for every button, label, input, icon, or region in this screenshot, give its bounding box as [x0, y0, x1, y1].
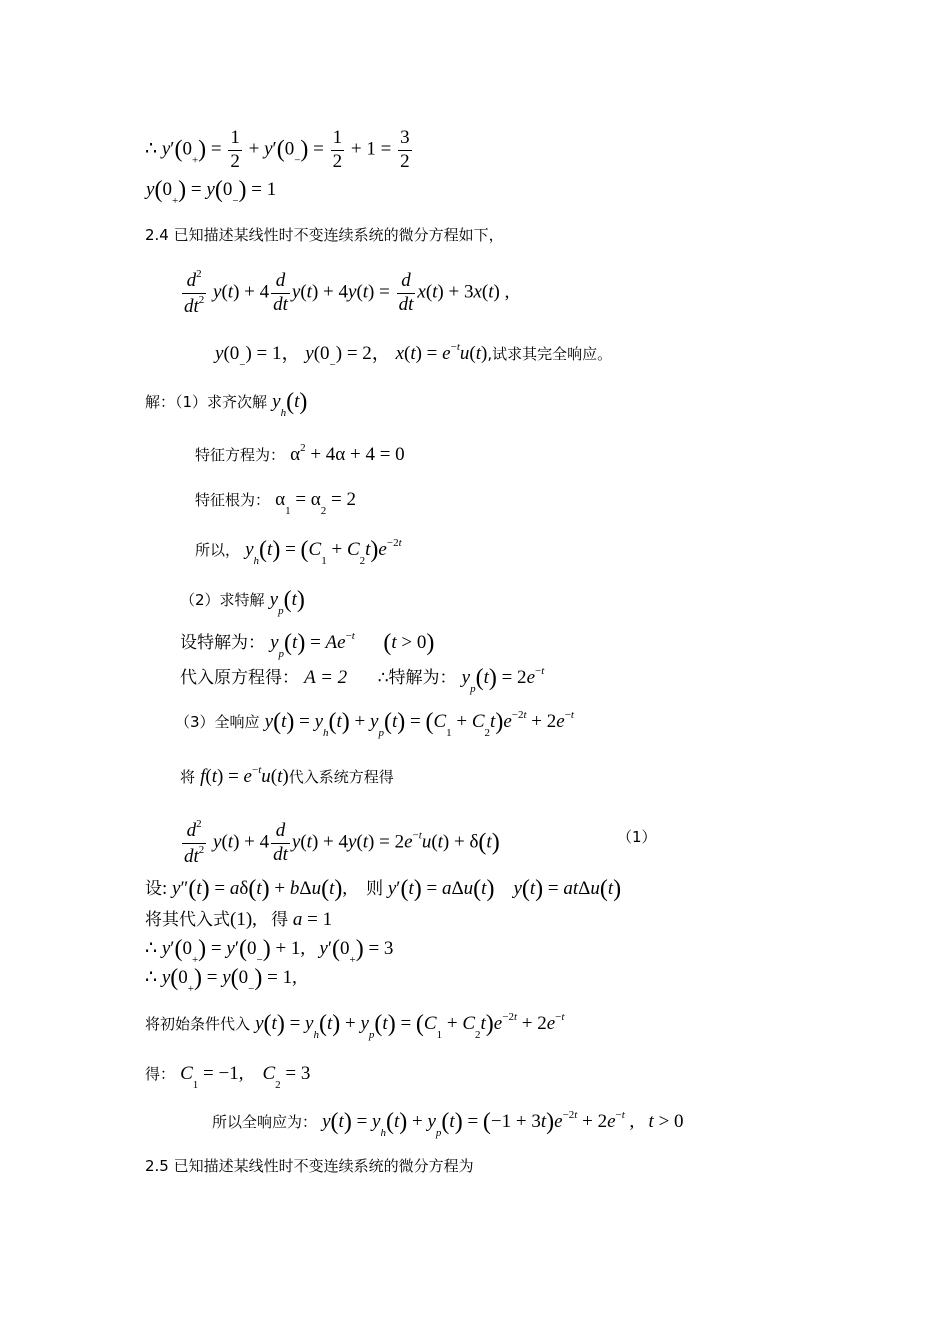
characteristic-roots: 特征根为： $\alpha_1 = \alpha_2 = 2$ — [195, 489, 356, 517]
solution-step1: 解：（1）求齐次解 $y_h(t)$ — [145, 389, 308, 419]
initial-conditions: $y(0_-) = 1$， $y(0_-) = 2$， $x(t) = e^{-t}u(t)$,试求其完全响应。 — [215, 341, 613, 371]
equation-1: $\frac{d^2}{dt^2}$ y(t) + 4 $\frac{d}{dt}$ $y(t) + 4y(t) = 2e^{-t}u(t) + \delta(t)$ — [184, 818, 500, 867]
problem-2-5-heading: 2.5 已知描述某线性时不变连续系统的微分方程为 — [145, 1157, 474, 1175]
plug-input: 将 $f(t) = e^{-t}u(t)$代入系统方程得 — [180, 764, 394, 787]
into-equation: 将其代入式(1), 得 a = 1 — [145, 909, 333, 930]
yprime-jump: ∴ $y'(0_+) = y'(0_-) + 1$, $y'(0_+) = 3$ — [145, 936, 394, 966]
substitute-result: 代入原方程得： A = 2 ∴特解为： $y_p(t) = 2e^{-t}$ — [180, 665, 545, 695]
constants-result: 得： $C_1 = -1$, $C_2 = 3$ — [145, 1063, 311, 1091]
full-response: 所以全响应为： $y(t) = y_h(t) + y_p(t) = (-1 + 3t)e^{-2t} + 2e^{-t}$ , t > 0 — [212, 1109, 684, 1139]
equation-yprime-0plus: ∴ $y'(0_+)$ = $\frac{1}{2}$ + $y'(0_-)$ = $\frac{1}{2}$ + 1 = $\frac{3}{2}$ — [145, 127, 410, 172]
equation-2-4: $\frac{d^2}{dt^2}$ y(t) + 4 $\frac{d}{dt}$ y(t) + 4y(t) = $\frac{d}{dt}$ x(t) + 3x(t) , — [184, 268, 510, 317]
assume-particular: 设特解为： $y_p(t) = Ae^{-t}$ (t > 0) — [180, 630, 435, 660]
characteristic-equation: 特征方程为： $\alpha^2 + 4\alpha + 4 = 0$ — [195, 442, 405, 465]
homogeneous-solution: 所以， $y_h(t) = (C_1 + C_2t)e^{-2t}$ — [195, 537, 402, 567]
initial-into: 将初始条件代入 $y(t) = y_h(t) + y_p(t) = (C_1 + C_2t)e^{-2t} + 2e^{-t}$ — [145, 1011, 565, 1041]
solution-step2: （2）求特解 $y_p(t)$ — [180, 587, 305, 617]
assume-impulse: 设: y″(t) = aδ(t) + bΔu(t), 则 y′(t) = aΔu(t) y(t) = atΔu(t) — [145, 876, 622, 902]
equation-y-0plus: $y(0_+) = y(0_-) = 1$ — [146, 177, 277, 207]
equation-1-tag: （1） — [617, 828, 657, 846]
problem-2-4-heading: 2.4 已知描述某线性时不变连续系统的微分方程如下， — [145, 226, 504, 244]
solution-step3: （3）全响应 $y(t) = y_h(t) + y_p(t) = (C_1 + C_2t)e^{-2t} + 2e^{-t}$ — [175, 709, 574, 739]
y-continuity: ∴ $y(0_+) = y(0_-) = 1$, — [145, 965, 297, 995]
